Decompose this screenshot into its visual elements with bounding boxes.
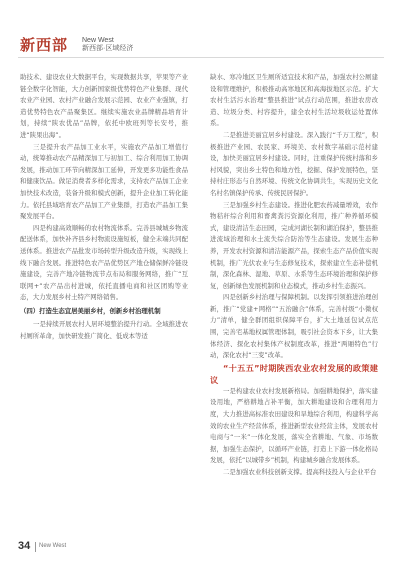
right-column (210, 72, 378, 479)
body-paragraph: 三是提升农产品加工业水平，实施农产品加工增值行动，统筹推动农产品精深加工与初加工、综合利用加工协调发展，推动加工环节向精深加工延伸，开发更多功能性食品和健康饮品。做足消费者多样化需求，支持农产品加工企业加快技术改造，装备升级和模式创新，提升企业加工转化能力。依托县域培育农产品加工产业集群，打造农产品加工集聚发展平台。 (20, 142, 188, 221)
section-title: “十五五”时期陕西农业农村发展的政策建议 (210, 362, 378, 385)
left-column (20, 72, 188, 343)
logo-section-name: 新西部·区域经济 (82, 45, 134, 52)
header-divider (18, 57, 384, 58)
page-header (0, 0, 402, 64)
footer-separator (35, 542, 36, 552)
body-paragraph: 一是构建农业农村发展新格局。加强耕地保护，落实建设用地，严格耕地占补平衡，加大耕地建设和合理利用力度，大力推进高标准农田建设和旱地综合利用，构建科学高效的农业生产经营体系，推进新型农业经营主体，发展农村电商与“一米”一体化发展，落实全省耕地、气象、市场数据，加强生态保护，以循环产业链，打造上下游一体化格局发展，依托“以城带乡”机制，构建城乡融合发展体系。 (210, 386, 378, 465)
publication-name: New West (39, 543, 67, 549)
body-paragraph: 助技术、建设农业大数据平台，实现数据共享，苹果等产业链全数字化智能，大力创新国家级优势特色产业集群、现代农业产业园、农村产业融合发展示范园、农业产业强镇，打造优势特色农产品聚集区。继续实施农业品牌精品培育计划，持续“陕农优品”品牌，依托中欧班列等长安号，推进“陕果出海”。 (20, 73, 188, 139)
body-paragraph: 三是加强乡村生态建设。推进化肥农药减量增效，农作物秸秆综合利用和畜禽粪污资源化利用，推广种养循环模式，建设清洁生态田园，完成河湖长制和湖泊保护，整县推进流域治理和水土流失综合防治等生态建设。发展生态种养，开发农村资源和清洁能源产品，探索生态产品价值实现机制，推广光伏农业与生态修复技术，探索建立生态补偿机制，深化森林、湿地、草原、水系等生态环境治理和保护修复，创新绿色发展机制和业态模式，推动乡村生态振兴。 (210, 200, 378, 290)
magazine-logo: 新西部 (20, 36, 69, 54)
body-paragraph: 四是创新乡村治理与保障机制。以发挥引领推进治理创新，推广“党建+网格”“五治融合”体系，完善村级“小微权力”清单，健全群团组织保障平台，扩大土地延包试点范围，完善宅基地权属管理体制，吸引社会资本下乡，让大集体经济、探化农村集体产权制度改革，推进“两厢特色”行动，深化农村“三变”改革。 (210, 293, 378, 360)
page-number: 34 (18, 540, 31, 552)
body-paragraph: 一是持续开展农村人居环境整治提升行动。全域推进农村厕所革命，加快研发推广简化、低成本等适 (20, 320, 188, 341)
body-paragraph: 二是推进美丽宜居乡村建设。深入践行“千万工程”，积极推进产业园、农民家、环境美、农村数字基础示范村建设，加快美丽宜居乡村建设。同时，注重保护传统村落和乡村风貌，突出乡土特色和地方性，挖掘、保护发展特色，坚持村庄形态与自然环境、传统文化协调共生，实现历史文化名村名镇保护传承、传统民居保护。 (210, 130, 378, 197)
subsection-heading: （四）打造生态宜居美丽乡村，创新乡村治理机制 (20, 306, 161, 315)
body-paragraph: 缺水、寒冷地区卫生厕所适宜技术和产品，加强农村公厕建设和管理维护，积极推动高寒地区和高海拔地区示范。扩大农村生活污水治理“整县推进”试点行动范围，推进农房改造、垃圾分类、村容提升，建全农村生活垃圾收运处置体系。 (210, 73, 378, 128)
magazine-logo-subtitle (82, 37, 133, 53)
logo-english-name: New West (82, 37, 114, 44)
body-paragraph: 四是构建高效顺畅的农村物流体系。完善县城城乡物流配送体系，加快补齐县乡村物流设施短板，健全末端共同配送体系。推进农产品批发市场转型升级改造升级，实现线上线下融合发展。推进特色农产品优势区产地仓储保鲜冷链设施建设，完善产地冷链物流节点布局和服务网络，推广“互联网+”农产品出村进城，依托直播电商和社区团购等业态，大力发展乡村土特产网络销售。 (20, 223, 188, 302)
body-paragraph: 二是加强农业科技创新支撑。提高科技投入与企业平台 (223, 468, 377, 476)
